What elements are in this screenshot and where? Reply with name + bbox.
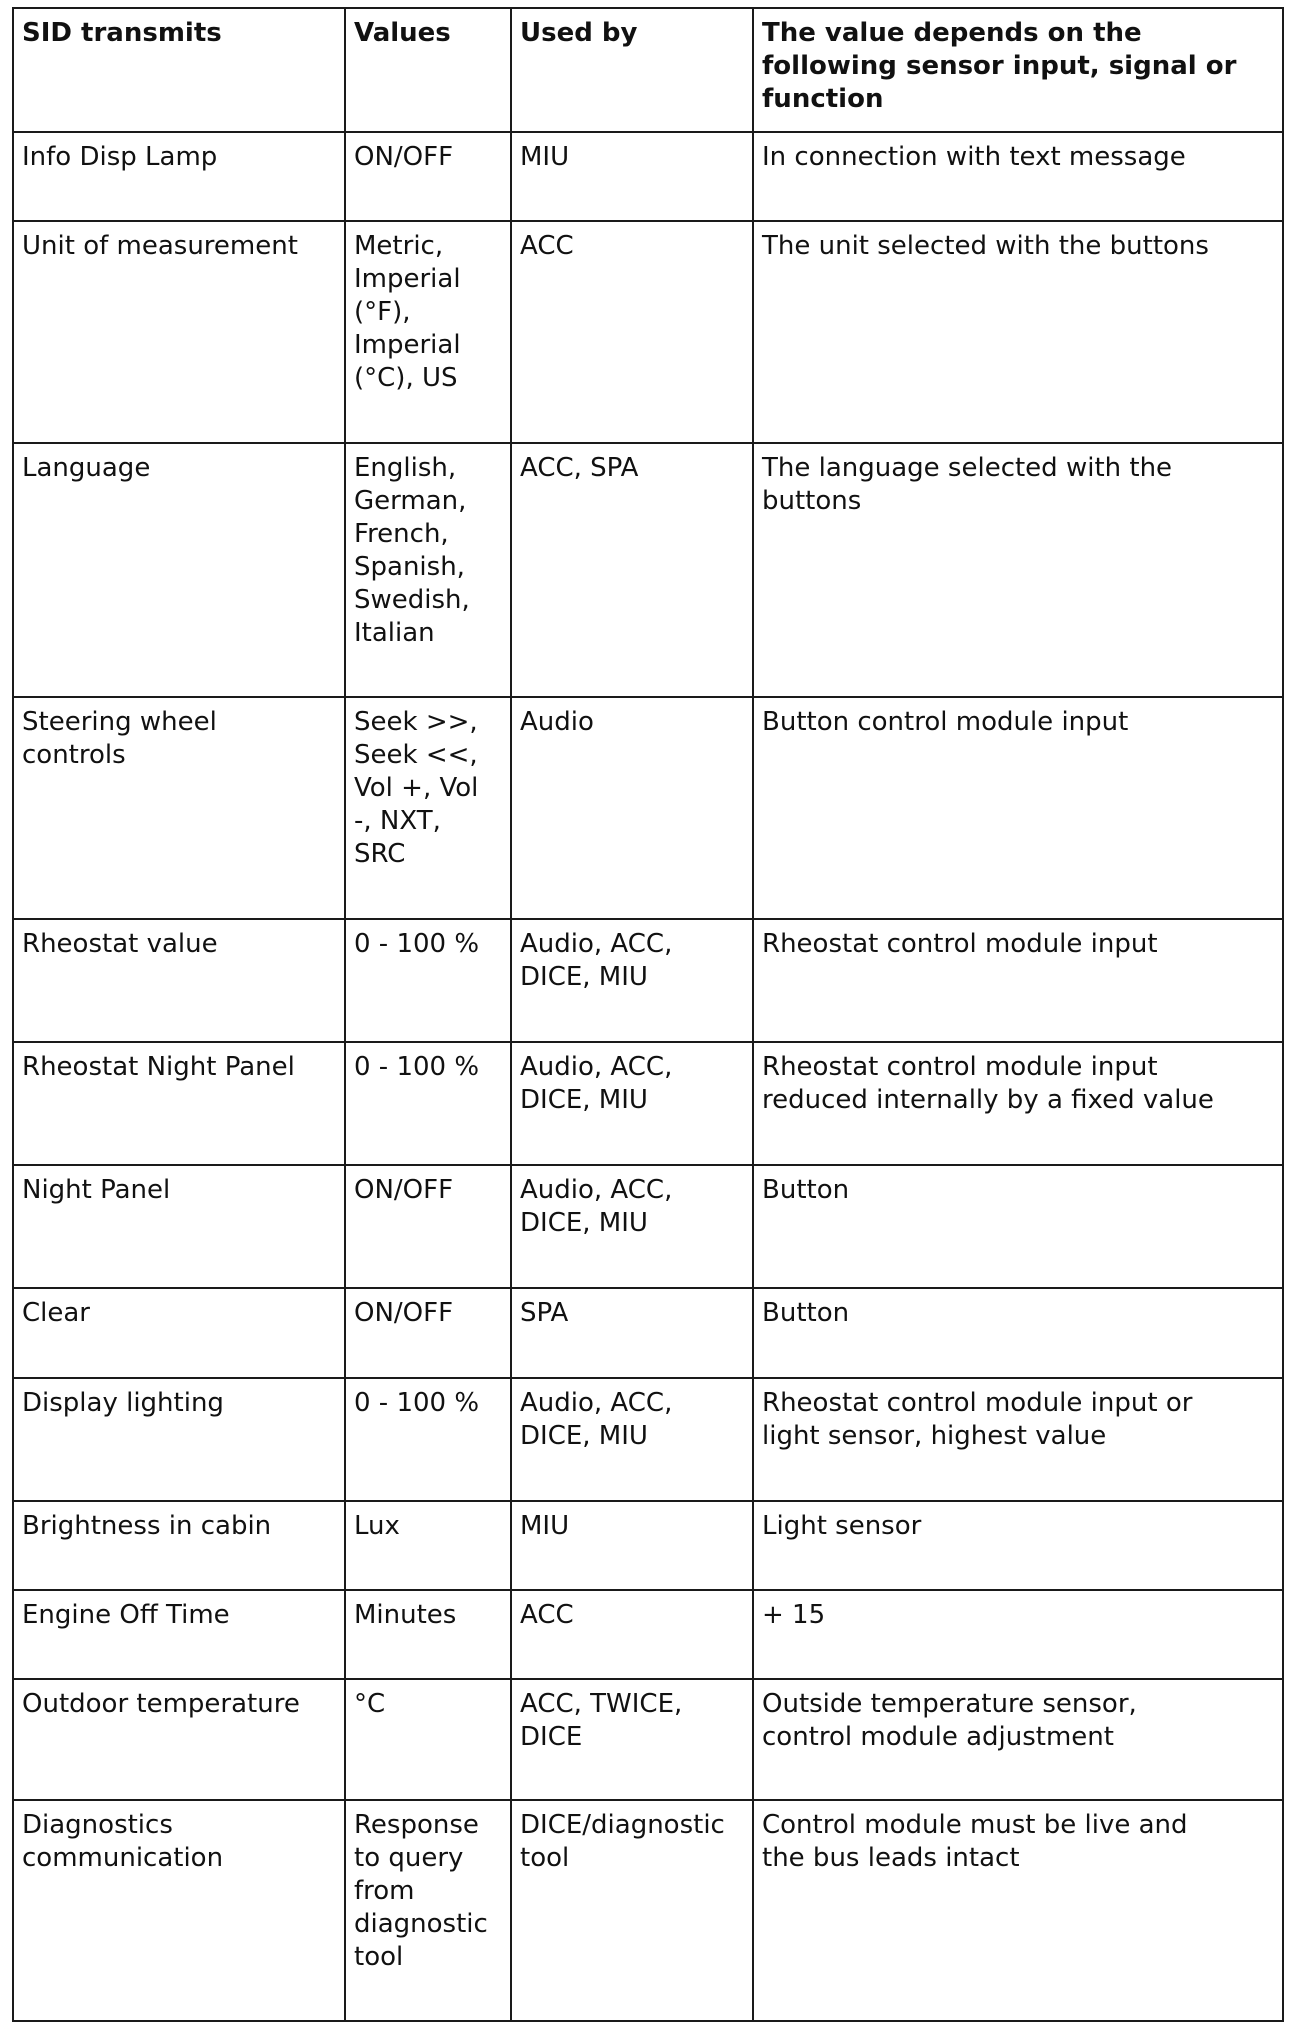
table-row [13, 1288, 1283, 1378]
cell-depends-on: Control module must be live and the bus leads intact [753, 1800, 1283, 2021]
sid-transmit-table [12, 7, 1284, 2022]
cell-used-by: Audio, ACC, DICE, MIU [511, 919, 753, 1042]
table-row [13, 221, 1283, 443]
cell-sid-transmits: Diagnostics communication [13, 1800, 345, 2021]
cell-sid-transmits: Rheostat Night Panel [13, 1042, 345, 1165]
cell-used-by: Audio, ACC, DICE, MIU [511, 1165, 753, 1288]
table-row [13, 132, 1283, 221]
cell-sid-transmits: Info Disp Lamp [13, 132, 345, 221]
cell-depends-on: Button [753, 1165, 1283, 1288]
cell-used-by: ACC, TWICE, DICE [511, 1679, 753, 1800]
header-used-by: Used by [511, 8, 753, 132]
cell-sid-transmits: Clear [13, 1288, 345, 1378]
header-value-depends-on: The value depends on the following sensor input, signal or function [753, 8, 1283, 132]
cell-used-by: SPA [511, 1288, 753, 1378]
cell-depends-on: Button control module input [753, 697, 1283, 919]
cell-values: 0 - 100 % [345, 1378, 511, 1501]
cell-values: Lux [345, 1501, 511, 1590]
cell-depends-on: Light sensor [753, 1501, 1283, 1590]
cell-used-by: Audio, ACC, DICE, MIU [511, 1042, 753, 1165]
cell-depends-on: The language selected with the buttons [753, 443, 1283, 697]
header-row [13, 8, 1283, 132]
header-sid-transmits: SID transmits [13, 8, 345, 132]
cell-values: English, German, French, Spanish, Swedish, Italian [345, 443, 511, 697]
cell-sid-transmits: Language [13, 443, 345, 697]
table-row [13, 1042, 1283, 1165]
cell-used-by: MIU [511, 132, 753, 221]
cell-used-by: Audio, ACC, DICE, MIU [511, 1378, 753, 1501]
cell-used-by: ACC, SPA [511, 443, 753, 697]
table-row [13, 1378, 1283, 1501]
table-row [13, 1679, 1283, 1800]
cell-values: °C [345, 1679, 511, 1800]
cell-sid-transmits: Display lighting [13, 1378, 345, 1501]
cell-sid-transmits: Brightness in cabin [13, 1501, 345, 1590]
cell-depends-on: Rheostat control module input or light sensor, highest value [753, 1378, 1283, 1501]
cell-depends-on: Rheostat control module input [753, 919, 1283, 1042]
cell-values: ON/OFF [345, 1288, 511, 1378]
cell-values: Response to query from diagnostic tool [345, 1800, 511, 2021]
table-header [13, 8, 1283, 132]
table-row [13, 1165, 1283, 1288]
cell-values: Seek >>, Seek <<, Vol +, Vol -, NXT, SRC [345, 697, 511, 919]
cell-used-by: DICE/diagnostic tool [511, 1800, 753, 2021]
table-row [13, 919, 1283, 1042]
cell-depends-on: Outside temperature sensor, control module adjustment [753, 1679, 1283, 1800]
cell-values: Minutes [345, 1590, 511, 1679]
cell-used-by: ACC [511, 1590, 753, 1679]
cell-values: ON/OFF [345, 1165, 511, 1288]
cell-sid-transmits: Outdoor temperature [13, 1679, 345, 1800]
cell-depends-on: Rheostat control module input reduced internally by a fixed value [753, 1042, 1283, 1165]
header-values: Values [345, 8, 511, 132]
table-row [13, 443, 1283, 697]
cell-values: 0 - 100 % [345, 919, 511, 1042]
cell-depends-on: In connection with text message [753, 132, 1283, 221]
cell-depends-on: Button [753, 1288, 1283, 1378]
cell-values: Metric, Imperial (°F), Imperial (°C), US [345, 221, 511, 443]
table-row [13, 1501, 1283, 1590]
cell-used-by: MIU [511, 1501, 753, 1590]
cell-values: ON/OFF [345, 132, 511, 221]
cell-sid-transmits: Engine Off Time [13, 1590, 345, 1679]
table-body [13, 132, 1283, 2021]
cell-sid-transmits: Night Panel [13, 1165, 345, 1288]
cell-used-by: ACC [511, 221, 753, 443]
cell-depends-on: + 15 [753, 1590, 1283, 1679]
cell-sid-transmits: Rheostat value [13, 919, 345, 1042]
table-row [13, 697, 1283, 919]
table-row [13, 1590, 1283, 1679]
cell-values: 0 - 100 % [345, 1042, 511, 1165]
cell-used-by: Audio [511, 697, 753, 919]
cell-sid-transmits: Steering wheel controls [13, 697, 345, 919]
cell-depends-on: The unit selected with the buttons [753, 221, 1283, 443]
table-row [13, 1800, 1283, 2021]
cell-sid-transmits: Unit of measurement [13, 221, 345, 443]
